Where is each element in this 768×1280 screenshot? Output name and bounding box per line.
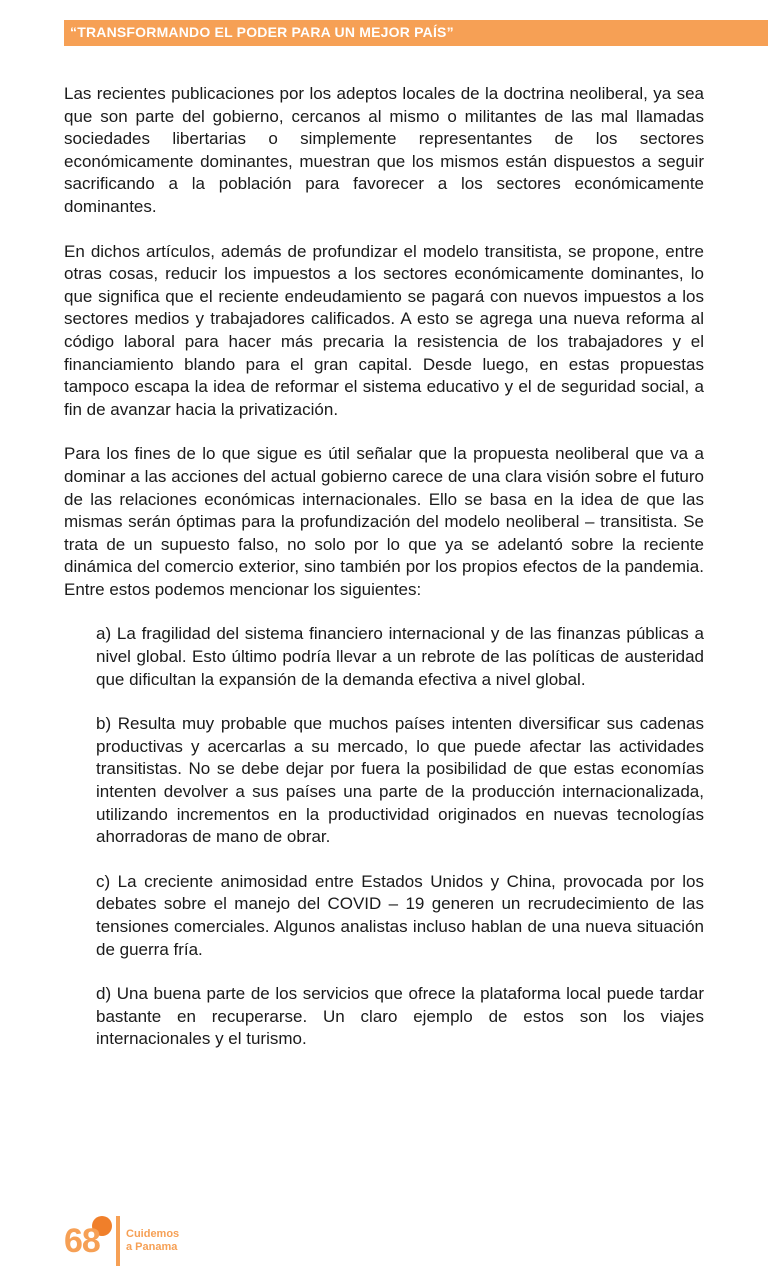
body-paragraph: Para los fines de lo que sigue es útil señalar que la propuesta neoliberal que va a dominar a las acciones del actual gobierno carece de una clara visión sobre el futuro de las relaciones económicas internacionales. Ello se basa en la idea de que las mismas serán óptimas para la profundización del modelo neoliberal – transitista. Se trata de un supuesto falso, no solo por lo que ya se adelantó sobre la reciente dinámica del comercio exterior, sino también por los propios efectos de la pandemia. Entre estos podemos mencionar los siguientes: [64, 444, 704, 599]
body-paragraph: Las recientes publicaciones por los adeptos locales de la doctrina neoliberal, ya sea que son parte del gobierno, cercanos al mismo o militantes de las mal llamadas sociedades libertarias o simplemente representantes de los sectores económicamente dominantes, muestran que los mismos están dispuestos a seguir sacrificando a la población para favorecer a los sectores económicamente dominantes. [64, 84, 704, 216]
page-header-title: “TRANSFORMANDO EL PODER PARA UN MEJOR PAÍS” [70, 24, 454, 40]
brand-line-2: a Panama [126, 1241, 178, 1253]
page-number: 68 [64, 1222, 100, 1260]
document-body [64, 83, 704, 1073]
effects-list [64, 623, 704, 1051]
list-item: d) Una buena parte de los servicios que ofrece la plataforma local puede tardar bastante en recuperarse. Un claro ejemplo de estos son los viajes internacionales y el turismo. [96, 984, 704, 1049]
footer-divider [116, 1216, 120, 1266]
body-paragraph: En dichos artículos, además de profundizar el modelo transitista, se propone, entre otras cosas, reducir los impuestos a los sectores económicamente dominantes, lo que significa que el reciente endeudamiento se pagará con nuevos impuestos a los sectores medios y trabajadores calificados. A esto se agrega una nueva reforma al código laboral para hacer más precaria la resistencia de los trabajadores y el financiamiento blando para el gran capital. Desde luego, en estas propuestas tampoco escapa la idea de reformar el sistema educativo y el de seguridad social, a fin de avanzar hacia la privatización. [64, 241, 704, 419]
list-item: a) La fragilidad del sistema financiero internacional y de las finanzas públicas a nivel global. Esto último podría llevar a un rebrote de las políticas de austeridad que dificultan la expansión de la demanda efectiva a nivel global. [96, 624, 704, 689]
brand-logo [126, 1228, 179, 1254]
list-item: c) La creciente animosidad entre Estados Unidos y China, provocada por los debates sobre el manejo del COVID – 19 generen un recrudecimiento de las tensiones comerciales. Algunos analistas incluso hablan de una nueva situación de guerra fría. [96, 871, 704, 959]
brand-line-1: Cuidemos [126, 1228, 180, 1240]
list-item: b) Resulta muy probable que muchos países intenten diversificar sus cadenas productivas y acercarlas a su mercado, lo que puede afectar las actividades transitistas. No se debe dejar por fuera la posibilidad de que estas economías intenten devolver a sus países una parte de la producción internacionalizada, utilizando incrementos en la productividad originados en nuevas tecnologías ahorradoras de mano de obrar. [96, 714, 704, 847]
page-footer [64, 1214, 264, 1268]
